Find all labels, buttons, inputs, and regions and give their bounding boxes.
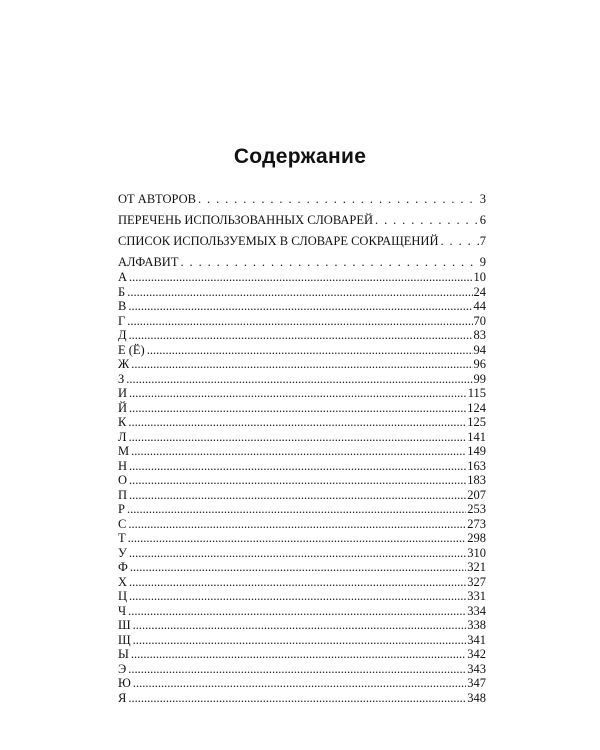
dot-leader: [131, 444, 466, 458]
toc-entry-page: 331: [467, 589, 486, 603]
dot-leader: [133, 618, 467, 632]
toc-letter-label: О: [118, 473, 128, 487]
dot-leader: [129, 589, 466, 603]
toc-letter-entry[interactable]: [118, 488, 486, 502]
toc-letter-label: П: [118, 487, 128, 502]
toc-entry-from-authors[interactable]: [118, 192, 486, 206]
toc-entry-page: 343: [467, 661, 486, 676]
toc-letter-label: В: [118, 299, 127, 313]
toc-letter-entry[interactable]: [118, 575, 486, 589]
toc-entry-page: 163: [467, 458, 486, 473]
dot-leader: [441, 234, 479, 248]
toc-letter-entry[interactable]: [118, 647, 486, 661]
toc-letter-label: Е (Ё): [118, 342, 145, 357]
toc-letter-entry[interactable]: [118, 343, 486, 357]
toc-letter-label: Я: [118, 690, 127, 705]
toc-entry-page: 94: [473, 342, 486, 357]
toc-letter-label: Х: [118, 574, 128, 589]
toc-entry-abbreviations[interactable]: [118, 234, 486, 248]
toc-letter-entry[interactable]: [118, 386, 486, 400]
toc-letter-entry[interactable]: [118, 401, 486, 415]
toc-letter-entry[interactable]: [118, 662, 486, 676]
toc-letter-label: Н: [118, 458, 128, 473]
dot-leader: [129, 328, 473, 342]
dot-leader: [131, 647, 466, 661]
toc-entry-page: 310: [467, 545, 486, 560]
toc-letter-entry[interactable]: [118, 676, 486, 690]
page-title: Содержание: [233, 145, 367, 168]
dot-leader: [127, 285, 472, 299]
dot-leader: [375, 213, 479, 227]
toc-letter-entry[interactable]: [118, 633, 486, 647]
toc-letter-entry[interactable]: [118, 589, 486, 603]
toc-letter-entry[interactable]: [118, 531, 486, 545]
toc-entry-page: 183: [467, 473, 486, 487]
toc-entry-page: 341: [467, 632, 486, 647]
toc-entry-page: 96: [473, 357, 486, 371]
toc-letter-label: Р: [118, 502, 125, 516]
toc-entry-page: 44: [473, 299, 486, 313]
toc-entry-dictionaries[interactable]: [118, 213, 486, 227]
toc-entry-label: СПИСОК ИСПОЛЬЗУЕМЫХ В СЛОВАРЕ СОКРАЩЕНИЙ: [118, 234, 439, 248]
toc-letter-label: Ш: [118, 618, 131, 632]
toc-entry-page: 141: [467, 429, 486, 444]
toc-entry-page: 273: [467, 516, 486, 531]
toc-entry-page: 327: [467, 574, 486, 589]
toc-entry-label: ПЕРЕЧЕНЬ ИСПОЛЬЗОВАННЫХ СЛОВАРЕЙ: [118, 213, 374, 227]
dot-leader: [128, 662, 466, 676]
toc-letter-label: Д: [118, 328, 127, 342]
dot-leader: [147, 343, 473, 357]
toc-entry-label: ОТ АВТОРОВ: [118, 192, 196, 206]
toc-entry-page: 83: [473, 328, 486, 342]
dot-leader: [129, 546, 466, 560]
dot-leader: [128, 415, 466, 429]
dot-leader: [130, 560, 466, 574]
dot-leader: [128, 531, 467, 545]
toc-letter-label: Б: [118, 284, 126, 299]
table-of-contents: [118, 0, 486, 750]
toc-letter-entry[interactable]: [118, 285, 486, 299]
dot-leader: [133, 633, 467, 647]
toc-letter-label: Ю: [118, 676, 131, 690]
dot-leader: [198, 192, 479, 206]
toc-entry-page: 99: [473, 371, 486, 386]
toc-letter-label: И: [118, 386, 128, 400]
dot-leader: [129, 488, 466, 502]
toc-letter-entry[interactable]: [118, 299, 486, 313]
toc-entry-page: 9: [479, 255, 486, 269]
toc-letter-entry[interactable]: [118, 459, 486, 473]
toc-entry-page: 125: [467, 415, 486, 429]
toc-entry-page: 124: [467, 400, 486, 415]
toc-letter-entry[interactable]: [118, 546, 486, 560]
toc-letter-label: З: [118, 371, 125, 386]
toc-entry-label: АЛФАВИТ: [118, 255, 179, 269]
toc-entry-page: 298: [467, 531, 486, 545]
toc-entry-page: 115: [467, 386, 486, 400]
toc-letter-entry[interactable]: [118, 328, 486, 342]
toc-entry-page: 149: [467, 444, 486, 458]
toc-letter-entry[interactable]: [118, 357, 486, 371]
dot-leader: [129, 401, 466, 415]
toc-letter-label: Щ: [118, 632, 131, 647]
toc-letter-entry[interactable]: [118, 473, 486, 487]
toc-letter-label: С: [118, 516, 127, 531]
toc-letter-label: Ч: [118, 603, 127, 618]
toc-letter-label: Ф: [118, 560, 128, 574]
dot-leader: [129, 386, 467, 400]
toc-entry-page: 3: [479, 192, 486, 206]
dot-leader: [180, 255, 478, 269]
toc-letter-entry[interactable]: [118, 502, 486, 516]
toc-letter-entry[interactable]: [118, 372, 486, 386]
toc-letter-label: Э: [118, 661, 127, 676]
dot-leader: [128, 299, 472, 313]
toc-entry-page: 347: [467, 676, 486, 690]
toc-letter-label: М: [118, 444, 130, 458]
toc-letter-entry[interactable]: [118, 618, 486, 632]
dot-leader: [129, 270, 472, 284]
toc-entry-page: 207: [467, 487, 486, 502]
toc-letter-label: К: [118, 415, 127, 429]
toc-entry-page: 334: [467, 603, 486, 618]
toc-entry-page: 24: [473, 284, 486, 299]
toc-letter-entry[interactable]: [118, 444, 486, 458]
dot-leader: [127, 502, 466, 516]
toc-letter-label: Ц: [118, 589, 128, 603]
dot-leader: [129, 473, 466, 487]
toc-entry-page: 6: [479, 213, 486, 227]
toc-letter-entry[interactable]: [118, 430, 486, 444]
toc-letter-label: Г: [118, 313, 126, 328]
toc-letter-entry[interactable]: [118, 560, 486, 574]
toc-entry-page: 348: [467, 690, 486, 705]
toc-entry-page: 321: [467, 560, 486, 574]
toc-letter-label: Л: [118, 429, 127, 444]
toc-letter-entry[interactable]: [118, 314, 486, 328]
toc-letter-entry[interactable]: [118, 517, 486, 531]
toc-letter-label: А: [118, 270, 128, 284]
toc-entry-page: 338: [467, 618, 486, 632]
toc-letter-entry[interactable]: [118, 270, 486, 284]
toc-entry-page: 342: [467, 647, 486, 661]
toc-letter-entry[interactable]: [118, 415, 486, 429]
dot-leader: [128, 517, 466, 531]
dot-leader: [131, 357, 472, 371]
toc-letter-label: Т: [118, 531, 126, 545]
dot-leader: [133, 676, 466, 690]
toc-entry-page: 7: [479, 234, 486, 248]
dot-leader: [129, 459, 466, 473]
toc-letter-entry[interactable]: [118, 604, 486, 618]
dot-leader: [126, 372, 472, 386]
toc-entry-alphabet[interactable]: [118, 255, 486, 269]
dot-leader: [128, 430, 466, 444]
toc-letter-label: Ы: [118, 647, 129, 661]
toc-entry-page: 10: [473, 270, 486, 284]
dot-leader: [128, 691, 466, 705]
toc-letter-label: Ж: [118, 357, 130, 371]
dot-leader: [127, 314, 472, 328]
toc-entry-page: 253: [467, 502, 486, 516]
toc-letter-label: Й: [118, 400, 128, 415]
toc-entry-page: 70: [473, 313, 486, 328]
dot-leader: [128, 604, 466, 618]
dot-leader: [129, 575, 466, 589]
toc-letter-entry[interactable]: [118, 691, 486, 705]
toc-letter-label: У: [118, 545, 127, 560]
